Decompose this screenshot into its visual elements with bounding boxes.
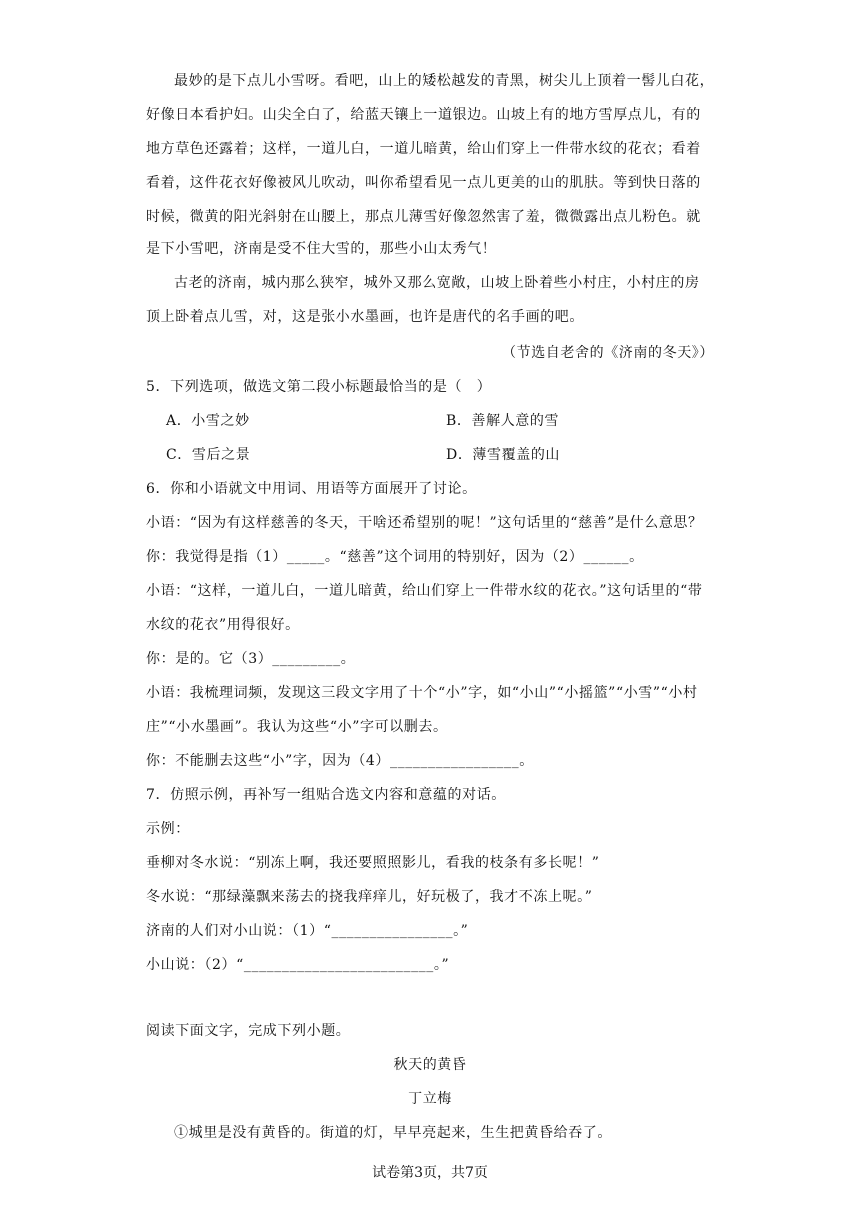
dialogue-line: 你：是的。它（3）_________。 xyxy=(146,651,356,667)
passage-source: （节选自老舍的《济南的冬天》） xyxy=(502,345,714,361)
example-label: 示例： xyxy=(146,821,190,837)
q5-option-d: D．薄雪覆盖的山 xyxy=(446,447,561,463)
question-5-stem: 5．下列选项，做选文第二段小标题最恰当的是（ ） xyxy=(146,379,492,395)
page-footer: 试卷第3页，共7页 xyxy=(372,1165,488,1181)
passage-line: 古老的济南，城内那么狭窄，城外又那么宽敞，山坡上卧着些小村庄，小村庄的房 xyxy=(174,275,700,291)
dialogue-line: 庄”“小水墨画”。我认为这些“小”字可以删去。 xyxy=(146,719,448,735)
passage-line: 是下小雪吧，济南是受不住大雪的，那些小山太秀气！ xyxy=(146,241,497,257)
passage-line: 好像日本看护妇。山尖全白了，给蓝天镶上一道银边。山坡上有的地方雪厚点儿，有的 xyxy=(146,107,701,123)
passage-line: 地方草色还露着；这样，一道儿白，一道儿暗黄，给山们穿上一件带水纹的花衣；看着 xyxy=(146,141,701,157)
article-paragraph: ①城里是没有黄昏的。街道的灯，早早亮起来，生生把黄昏给吞了。 xyxy=(174,1125,612,1141)
q5-option-c: C．雪后之景 xyxy=(166,447,251,463)
answer-line: 济南的人们对小山说：（1）“________________。” xyxy=(146,923,469,939)
question-7-stem: 7．仿照示例，再补写一组贴合选文内容和意蕴的对话。 xyxy=(146,787,506,803)
dialogue-line: 小语：“因为有这样慈善的冬天，干啥还希望别的呢！”这句话里的“慈善”是什么意思？ xyxy=(146,515,703,531)
passage-line: 时候，微黄的阳光斜射在山腰上，那点儿薄雪好像忽然害了羞，微微露出点儿粉色。就 xyxy=(146,209,701,225)
dialogue-line: 小语：“这样，一道儿白，一道儿暗黄，给山们穿上一件带水纹的花衣。”这句话里的“带 xyxy=(146,583,703,599)
answer-line: 小山说：（2）“_________________________。” xyxy=(146,957,450,973)
passage-line: 最妙的是下点儿小雪呀。看吧，山上的矮松越发的青黑，树尖儿上顶着一髻儿白花， xyxy=(174,73,715,89)
dialogue-line: 小语：我梳理词频，发现这三段文字用了十个“小”字，如“小山”“小摇篮”“小雪”“小村 xyxy=(146,685,698,701)
dialogue-line: 你：我觉得是指（1）_____。“慈善”这个词用的特别好，因为（2）______。 xyxy=(146,549,644,565)
example-line: 冬水说：“那绿藻飘来荡去的挠我痒痒儿，好玩极了，我才不冻上呢。” xyxy=(146,889,593,905)
article-author: 丁立梅 xyxy=(408,1091,452,1107)
passage-line: 顶上卧着点儿雪，对，这是张小水墨画，也许是唐代的名手画的吧。 xyxy=(146,309,584,325)
example-line: 垂柳对冬水说：“别冻上啊，我还要照照影儿，看我的枝条有多长呢！” xyxy=(146,855,600,871)
article-title: 秋天的黄昏 xyxy=(393,1057,467,1073)
reading-instruction: 阅读下面文字，完成下列小题。 xyxy=(146,1023,351,1039)
question-6-stem: 6．你和小语就文中用词、用语等方面展开了讨论。 xyxy=(146,481,477,497)
q5-option-b: B．善解人意的雪 xyxy=(446,413,560,429)
dialogue-line: 水纹的花衣”用得很好。 xyxy=(146,617,300,633)
q5-option-a: A．小雪之妙 xyxy=(166,413,250,429)
passage-line: 看着，这件花衣好像被风儿吹动，叫你希望看见一点儿更美的山的肌肤。等到快日落的 xyxy=(146,175,701,191)
dialogue-line: 你：不能删去这些“小”字，因为（4）_________________。 xyxy=(146,753,534,769)
